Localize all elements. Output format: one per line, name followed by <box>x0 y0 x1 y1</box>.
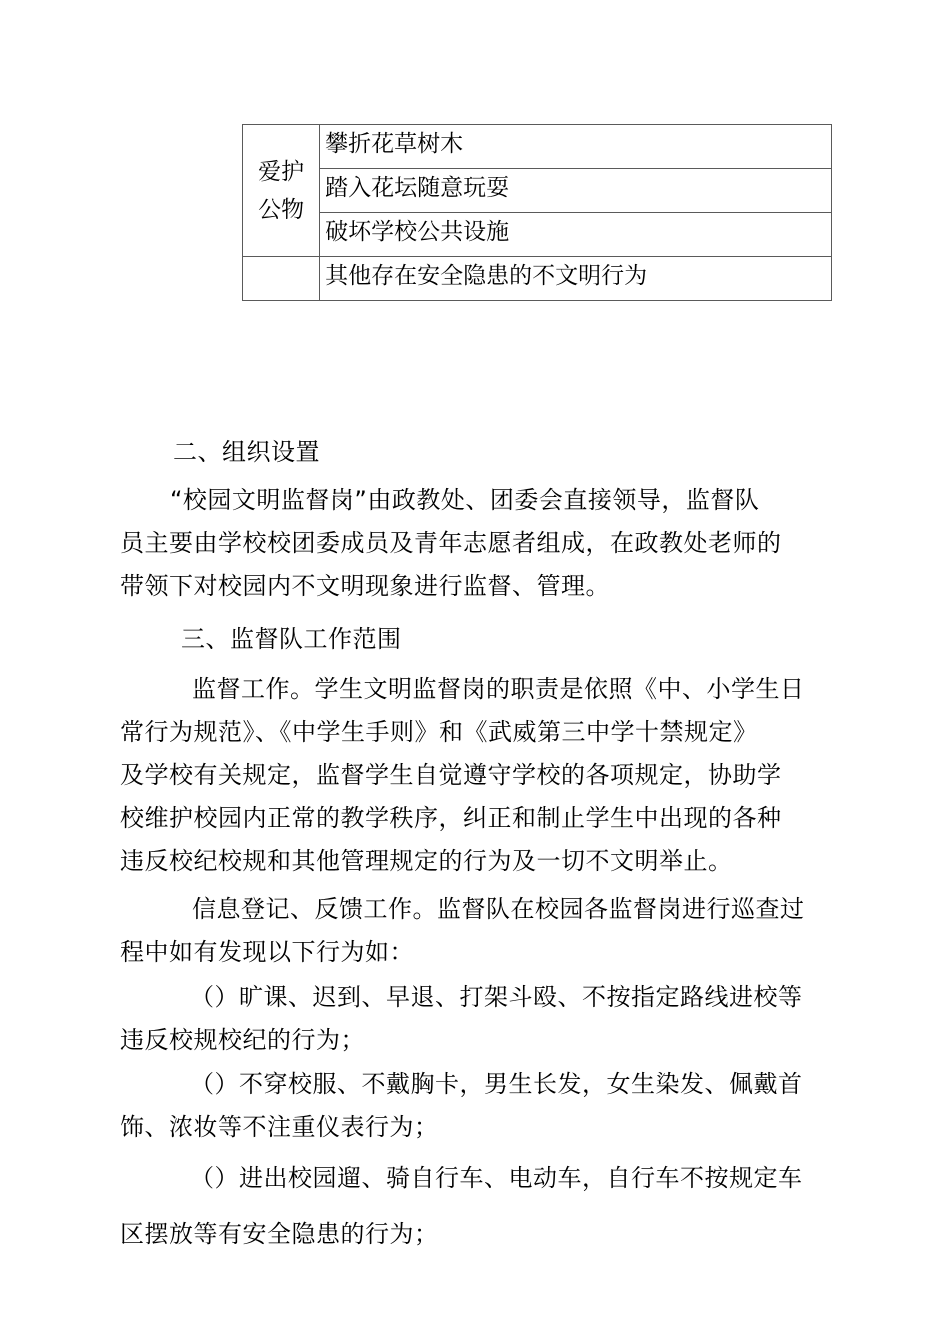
list-item-line: （）进出校园遛、骑自行车、电动车，自行车不按规定车 <box>190 1164 803 1192</box>
paragraph-line: 信息登记、反馈工作。监督队在校园各监督岗进行巡查过 <box>192 895 805 923</box>
list-item-line: （）旷课、迟到、早退、打架斗殴、不按指定路线进校等 <box>190 983 803 1011</box>
paragraph <box>120 888 834 974</box>
list-item <box>120 1150 834 1262</box>
item-cell: 踏入花坛随意玩耍 <box>320 169 832 213</box>
paragraph <box>120 479 834 608</box>
item-cell: 破坏学校公共设施 <box>320 213 832 257</box>
paragraph-line: 校维护校园内正常的教学秩序，纠正和制止学生中出现的各种 <box>120 804 782 832</box>
paragraph-line: 违反校纪校规和其他管理规定的行为及一切不文明举止。 <box>120 847 733 875</box>
paragraph-line: 程中如有发现以下行为如： <box>120 938 414 966</box>
list-item-line: （）不穿校服、不戴胸卡，男生长发，女生染发、佩戴首 <box>190 1070 803 1098</box>
category-cell-empty <box>243 257 320 301</box>
paragraph <box>120 668 834 883</box>
section-heading: 二、组织设置 <box>173 438 320 466</box>
table-row <box>243 257 832 301</box>
table-row <box>243 169 832 213</box>
list-item <box>120 976 834 1062</box>
section-heading: 三、监督队工作范围 <box>181 625 402 653</box>
paragraph-line: 常行为规范》、《中学生手则》和《武威第三中学十禁规定》 <box>120 718 758 746</box>
list-item-line: 违反校规校纪的行为； <box>120 1026 365 1054</box>
item-cell: 攀折花草树木 <box>320 125 832 169</box>
list-item-line: 区摆放等有安全隐患的行为； <box>120 1220 439 1248</box>
list-item-line: 饰、浓妆等不注重仪表行为； <box>120 1113 439 1141</box>
paragraph-line: “校园文明监督岗”由政教处、团委会直接领导，监督队 <box>170 486 760 514</box>
category-line: 公物 <box>258 196 305 223</box>
item-cell: 其他存在安全隐患的不文明行为 <box>320 257 832 301</box>
table-row <box>243 213 832 257</box>
table-row <box>243 125 832 169</box>
paragraph-line: 带领下对校园内不文明现象进行监督、管理。 <box>120 572 610 600</box>
paragraph-line: 及学校有关规定，监督学生自觉遵守学校的各项规定，协助学 <box>120 761 782 789</box>
paragraph-line: 员主要由学校校团委成员及青年志愿者组成，在政教处老师的 <box>120 529 782 557</box>
category-cell <box>243 125 320 257</box>
list-item <box>120 1063 834 1149</box>
category-line: 爱护 <box>258 158 305 185</box>
paragraph-line: 监督工作。学生文明监督岗的职责是依照《中、小学生日 <box>192 675 805 703</box>
behavior-table <box>242 124 832 301</box>
